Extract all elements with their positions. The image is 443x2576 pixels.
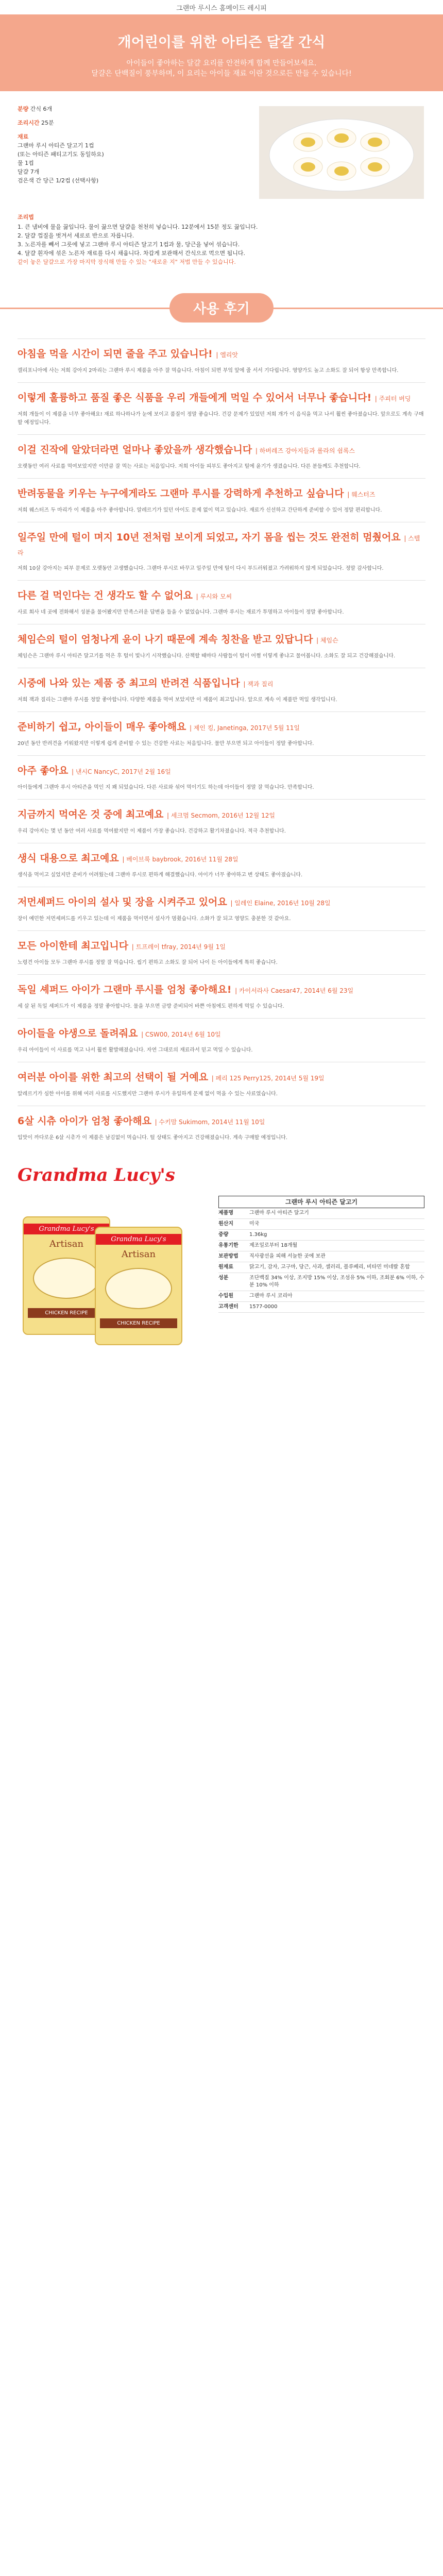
recipe: [0, 91, 443, 209]
review-body: 생식을 먹이고 싶었지만 준비가 어려웠는데 그랜마 루시로 편하게 해결했습니다. 아이가 너무 좋아하고 변 상태도 좋아졌습니다.: [18, 872, 303, 878]
review-author: | 수키맘 Sukimom, 2014년 11월 10일: [155, 1118, 265, 1126]
bag-bottom: CHICKEN RECIPE: [100, 1318, 177, 1328]
review-item: [18, 1062, 425, 1106]
steps-label: 조리법: [18, 214, 34, 221]
review-author: | 웨스터즈: [347, 491, 376, 498]
review-item: [18, 580, 425, 624]
review-list: [0, 338, 443, 1149]
review-section-header: [0, 277, 443, 338]
review-title: [18, 764, 425, 778]
review-author: | 낸시C NancyC, 2017년 2월 16일: [72, 768, 171, 775]
review-item: [18, 1106, 425, 1149]
review-title-text: 이걸 진작에 알았더라면 얼마나 좋았을까 생각했습니다: [18, 444, 252, 455]
product-spec-table: [218, 1196, 424, 1355]
ingredients-label: 재료: [18, 133, 29, 140]
review-author: | 주피터 버딩: [374, 395, 411, 402]
review-title: [18, 1071, 425, 1085]
bag-name: Artisan: [49, 1239, 84, 1249]
spec-key: 고객센터: [218, 1304, 238, 1310]
time-value: 25분: [41, 120, 54, 126]
spec-row: [218, 1273, 424, 1291]
review-item: [18, 843, 425, 887]
review-author: | 베이브룩 baybrook, 2016년 11월 28일: [122, 856, 238, 863]
spec-value: 1.36kg: [249, 1232, 267, 1238]
review-title: [18, 676, 425, 691]
review-title-text: 준비하기 쉽고, 아이들이 매우 좋아해요: [18, 721, 186, 733]
ingredient-item: 물 1컵: [18, 160, 34, 166]
review-author: | 트프레이 tfray, 2014년 9월 1일: [131, 943, 226, 951]
review-section-title: 사용 후기: [169, 293, 274, 323]
spec-key: 원재료: [218, 1264, 233, 1270]
review-author: | 카이서라사 Caesar47, 2014년 6월 23일: [235, 987, 354, 994]
review-author: | 잭과 질리: [243, 681, 274, 688]
review-author: | 제인 킹, Janetinga, 2017년 5월 11일: [189, 724, 300, 732]
review-title-text: 체임슨의 털이 엄청나게 윤이 나기 때문에 계속 칭찬을 받고 있답니다: [18, 634, 313, 645]
review-body: 우리 아이들이 이 사료를 먹고 나서 훨씬 활발해졌습니다. 자연 그대로의 재료라서 믿고 먹일 수 있습니다.: [18, 1047, 253, 1053]
ingredient-item: 달걀 7개: [18, 168, 40, 175]
spec-value: 미국: [249, 1221, 260, 1227]
review-title-text: 아주 좋아요: [18, 765, 69, 776]
review-title-text: 아침을 먹을 시간이 되면 줄을 주고 있습니다!: [18, 348, 213, 360]
review-title: [18, 808, 425, 822]
spec-value: 그랜마 루시 코리아: [249, 1293, 293, 1299]
review-body: 체임슨은 그랜마 루시 아티즌 달고기를 먹은 후 털이 빛나기 시작했습니다. 산책할 때마다 사람들이 털이 어쩜 이렇게 좋냐고 물어봅니다. 소화도 잘 되고 건강해졌습니다.: [18, 653, 396, 659]
review-author: | 페리 125 Perry125, 2014년 5월 19일: [211, 1075, 325, 1082]
review-body: 세 살 된 독일 셰퍼드가 이 제품을 정말 좋아합니다. 물을 부으면 금방 준비되어 바쁜 아침에도 편하게 먹일 수 있습니다.: [18, 1004, 284, 1009]
spec-row: [218, 1262, 424, 1273]
review-author: | 엘리앗: [216, 351, 238, 359]
review-item: [18, 930, 425, 974]
review-author: | 세크멈 Secmom, 2016년 12월 12일: [167, 812, 275, 819]
review-title-text: 저먼셰퍼드 아이의 설사 및 장을 시켜주고 있어요: [18, 896, 227, 908]
review-title: [18, 443, 425, 457]
recipe-steps: [0, 209, 443, 277]
review-body: 우리 강아지는 몇 년 동안 여러 사료를 먹여왔지만 이 제품이 가장 좋습니다. 건강하고 활기차졌습니다. 적극 추천합니다.: [18, 828, 286, 834]
spec-row: [218, 1302, 424, 1313]
review-title: [18, 633, 425, 647]
review-body: 장이 예민한 저먼셰퍼드를 키우고 있는데 이 제품을 먹이면서 설사가 멈췄습니다. 소화가 잘 되고 영양도 충분한 것 같아요.: [18, 916, 291, 922]
review-title-text: 6살 시츄 아이가 엄청 좋아해요: [18, 1115, 151, 1127]
review-title-text: 이렇게 훌륭하고 품질 좋은 식품을 우리 개들에게 먹일 수 있어서 너무나 좋습니다!: [18, 392, 372, 403]
bag-oval: [105, 1268, 172, 1309]
review-title: [18, 1027, 425, 1041]
review-title-text: 독일 셰퍼드 아이가 그랜마 루시를 엄청 좋아해요!: [18, 984, 232, 995]
step-item: 4. 달걀 흰자에 섞은 노른자 재료를 다시 채웁니다. 차갑게 보관해서 간식으로 먹으면 됩니다.: [18, 250, 245, 257]
product-bag: [95, 1227, 182, 1345]
hero-line2: 달걀은 단백질이 풍부하며, 이 요리는 아이들 재료 이란 것으로든 만들 수 있습니다!: [91, 70, 352, 78]
spec-key: 유통기한: [218, 1243, 238, 1248]
spec-value: 직사광선을 피해 서늘한 곳에 보관: [249, 1253, 326, 1259]
review-body: 사료 회사 네 곳에 전화해서 성분을 물어봤지만 만족스러운 답변을 들을 수 없었습니다. 그랜마 루시는 재료가 투명하고 아이들이 정말 좋아합니다.: [18, 609, 344, 615]
review-author: | 루시와 모씨: [196, 593, 232, 600]
review-title: [18, 347, 425, 362]
spec-key: 보관방법: [218, 1253, 238, 1259]
review-title: [18, 531, 425, 560]
spec-row: [218, 1251, 424, 1262]
bag-brand: Grandma Lucy's: [24, 1224, 109, 1234]
review-body: 저희 웨스터즈 두 마리가 이 제품을 아주 좋아합니다. 알레르기가 있던 아이도 문제 없이 먹고 있습니다. 재료가 신선하고 간단하게 준비할 수 있어 정말 편리합니다.: [18, 507, 382, 513]
review-item: [18, 755, 425, 799]
review-title: [18, 391, 425, 405]
review-title: [18, 1114, 425, 1129]
ingredient-item: (또는 아티즌 패티고기도 동일하요): [18, 151, 104, 158]
review-item: [18, 668, 425, 711]
review-title: [18, 983, 425, 997]
hero-line1: 아이들이 좋아하는 달걀 요리를 안전하게 함께 만들어보세요.: [126, 59, 317, 67]
review-title: [18, 589, 425, 603]
review-author: | 스텔라: [18, 535, 420, 556]
review-item: [18, 974, 425, 1018]
spec-key: 원산지: [218, 1221, 233, 1227]
hero: [0, 18, 443, 91]
spec-key: 제품명: [218, 1210, 233, 1216]
review-author: | CSW00, 2014년 6월 10일: [141, 1031, 221, 1038]
review-item: [18, 799, 425, 843]
review-item: [18, 887, 425, 930]
step-item: 2. 달걀 껍질을 벗겨서 세로로 반으로 자릅니다.: [18, 232, 134, 239]
spec-key: 성분: [218, 1275, 229, 1281]
spec-key: 중량: [218, 1232, 229, 1238]
review-title-text: 시중에 나와 있는 제품 중 최고의 반려견 식품입니다: [18, 677, 240, 689]
spec-row: [218, 1230, 424, 1241]
spec-value: 제조일로부터 18개월: [249, 1243, 298, 1248]
spec-row: [218, 1219, 424, 1230]
review-title-text: 일주일 만에 털이 며지 10년 전처럼 보이게 되었고, 자기 몸을 씹는 것도 완전히 멈췄어요: [18, 532, 401, 543]
spec-key: 수입원: [218, 1293, 233, 1299]
review-title: [18, 720, 425, 735]
logo-area: [0, 1149, 443, 1191]
review-title: [18, 895, 425, 910]
review-body: 저희 잭과 질리는 그랜마 루시를 정말 좋아합니다. 다양한 제품을 먹여 보았지만 이 제품이 최고입니다. 앞으로 계속 이 제품만 먹일 생각입니다.: [18, 697, 337, 703]
brand-logo: Grandma Lucy's: [18, 1165, 175, 1185]
review-author: | 하버레즈 강아지들과 롤라의 쉼록스: [255, 447, 355, 454]
product-info: [0, 1191, 443, 1376]
review-item: [18, 1018, 425, 1062]
review-item: [18, 522, 425, 580]
spec-row: [218, 1241, 424, 1251]
review-title-text: 다른 걸 먹인다는 건 생각도 할 수 없어요: [18, 590, 193, 601]
review-body: 저희 10살 강아지는 피부 문제로 오랫동안 고생했습니다. 그랜마 루시로 바꾸고 일주일 만에 털이 다시 부드러워졌고 가려워하지 않게 되었습니다. 정말 감사합니다.: [18, 566, 384, 571]
review-title-text: 여러분 아이를 위한 최고의 선택이 될 거예요: [18, 1072, 209, 1083]
spec-value: 1577-0000: [249, 1304, 278, 1310]
review-title-text: 모든 아이한테 최고입니다: [18, 940, 129, 952]
review-body: 입맛이 까다로운 6살 시츄가 이 제품은 남김없이 먹습니다. 털 상태도 좋아지고 건강해졌습니다. 계속 구매할 예정입니다.: [18, 1135, 288, 1141]
review-item: [18, 478, 425, 522]
bag-bottom: CHICKEN RECIPE: [28, 1308, 105, 1318]
review-title: [18, 487, 425, 501]
review-title: [18, 939, 425, 954]
review-body: 20년 동안 반려견을 키워왔지만 이렇게 쉽게 준비할 수 있는 건강한 사료는 처음입니다. 물만 부으면 되고 아이들이 정말 좋아합니다.: [18, 741, 314, 747]
review-body: 아이들에게 그랜마 루시 아티즌을 먹인 지 꽤 되었습니다. 다른 사료와 섞어 먹이기도 하는데 아이들이 정말 잘 먹습니다. 만족합니다.: [18, 785, 314, 790]
serving-label: 분량: [18, 106, 29, 112]
top-banner-text: 그랜마 루시스 홈메이드 레시피: [176, 4, 267, 12]
review-body: 저희 개들이 이 제품을 너무 좋아해요! 재료 하나하나가 눈에 보이고 품질이 정말 좋습니다. 건강 문제가 있었던 저희 개가 이 음식을 먹고 나서 훨씬 좋아졌습니다. 앞으로도 계속 구매할 예정입니다.: [18, 412, 424, 426]
spec-row: [218, 1291, 424, 1302]
review-body: 캘리포니아에 사는 저희 강아지 2마리는 그랜마 루시 제품을 아주 잘 먹습니다. 아침이 되면 부엌 앞에 줄 서서 기다립니다. 영양가도 높고 소화도 잘 되어 항상 만족합니다.: [18, 368, 399, 374]
step-item: 3. 노른자를 빼서 그릇에 넣고 그랜마 루시 아티즌 달고기 1컵과 물, 당근을 넣어 섞습니다.: [18, 241, 240, 248]
product-image: [18, 1196, 218, 1355]
recipe-info: [18, 105, 257, 200]
hero-title: 개어린이를 위한 아티즌 달걀 간식: [117, 35, 326, 50]
step-item: 1. 큰 냄비에 물을 끓입니다. 물이 끓으면 달걀을 천천히 넣습니다. 12분에서 15분 정도 끓입니다.: [18, 224, 258, 230]
spec-value: 그랜마 루시 아티즌 달고기: [249, 1210, 309, 1216]
ingredient-item: 검은색 간 당근 1/2컵 (선택사항): [18, 177, 99, 184]
review-item: [18, 382, 425, 434]
spec-value: 닭고기, 감자, 고구마, 당근, 사과, 셀러리, 블루베리, 비타민 미네랄 혼합: [249, 1264, 410, 1270]
review-item: [18, 624, 425, 668]
review-title-text: 아이들을 야생으로 돌려줘요: [18, 1028, 138, 1039]
spec-value: 조단백질 34% 이상, 조지방 15% 이상, 조섬유 5% 이하, 조회분 6% 이하, 수분 10% 이하: [249, 1275, 424, 1288]
review-item: [18, 711, 425, 755]
review-author: | 일레인 Elaine, 2016년 10월 28일: [230, 900, 331, 907]
review-author: | 체임슨: [316, 637, 338, 644]
review-body: 노령견 아이들 모두 그랜마 루시를 정말 잘 먹습니다. 씹기 편하고 소화도 잘 되어 나이 든 아이들에게 특히 좋습니다.: [18, 960, 278, 965]
ingredient-item: 그랜마 루시 아티즌 달고기 1컵: [18, 142, 94, 149]
time-label: 조리시간: [18, 120, 40, 126]
review-item: [18, 434, 425, 478]
review-title-text: 지금까지 먹여온 것 중에 최고예요: [18, 809, 164, 820]
review-item: [18, 338, 425, 382]
review-title-text: 반려동물을 키우는 누구에게라도 그랜마 루시를 강력하게 추천하고 싶습니다: [18, 488, 344, 499]
top-banner: [0, 0, 443, 18]
recipe-note: 같이 놓은 달걀으로 가장 마지막 장식해 만들 수 있는 "새로운 지" 저법 만들 수 있습니다.: [18, 259, 236, 265]
bag-oval: [33, 1258, 100, 1299]
bag-name: Artisan: [121, 1249, 156, 1260]
bag-brand: Grandma Lucy's: [96, 1234, 181, 1245]
spec-title: 그랜마 루시 아티즌 달고기: [218, 1196, 424, 1208]
review-title: [18, 852, 425, 866]
deviled-eggs-image: [257, 105, 425, 200]
review-body: 오랫동안 여러 사료를 먹여보았지만 이만큼 잘 먹는 사료는 처음입니다. 저희 아이들 피부도 좋아지고 털에 윤기가 생겼습니다. 다른 분들께도 추천합니다.: [18, 464, 361, 469]
review-title-text: 생식 대용으로 최고예요: [18, 853, 119, 864]
spec-row: [218, 1208, 424, 1219]
serving-value: 간식 6개: [30, 106, 53, 112]
review-body: 알레르기가 심한 아이를 위해 여러 사료를 시도했지만 그랜마 루시가 유일하게 문제 없이 먹을 수 있는 사료였습니다.: [18, 1091, 278, 1097]
